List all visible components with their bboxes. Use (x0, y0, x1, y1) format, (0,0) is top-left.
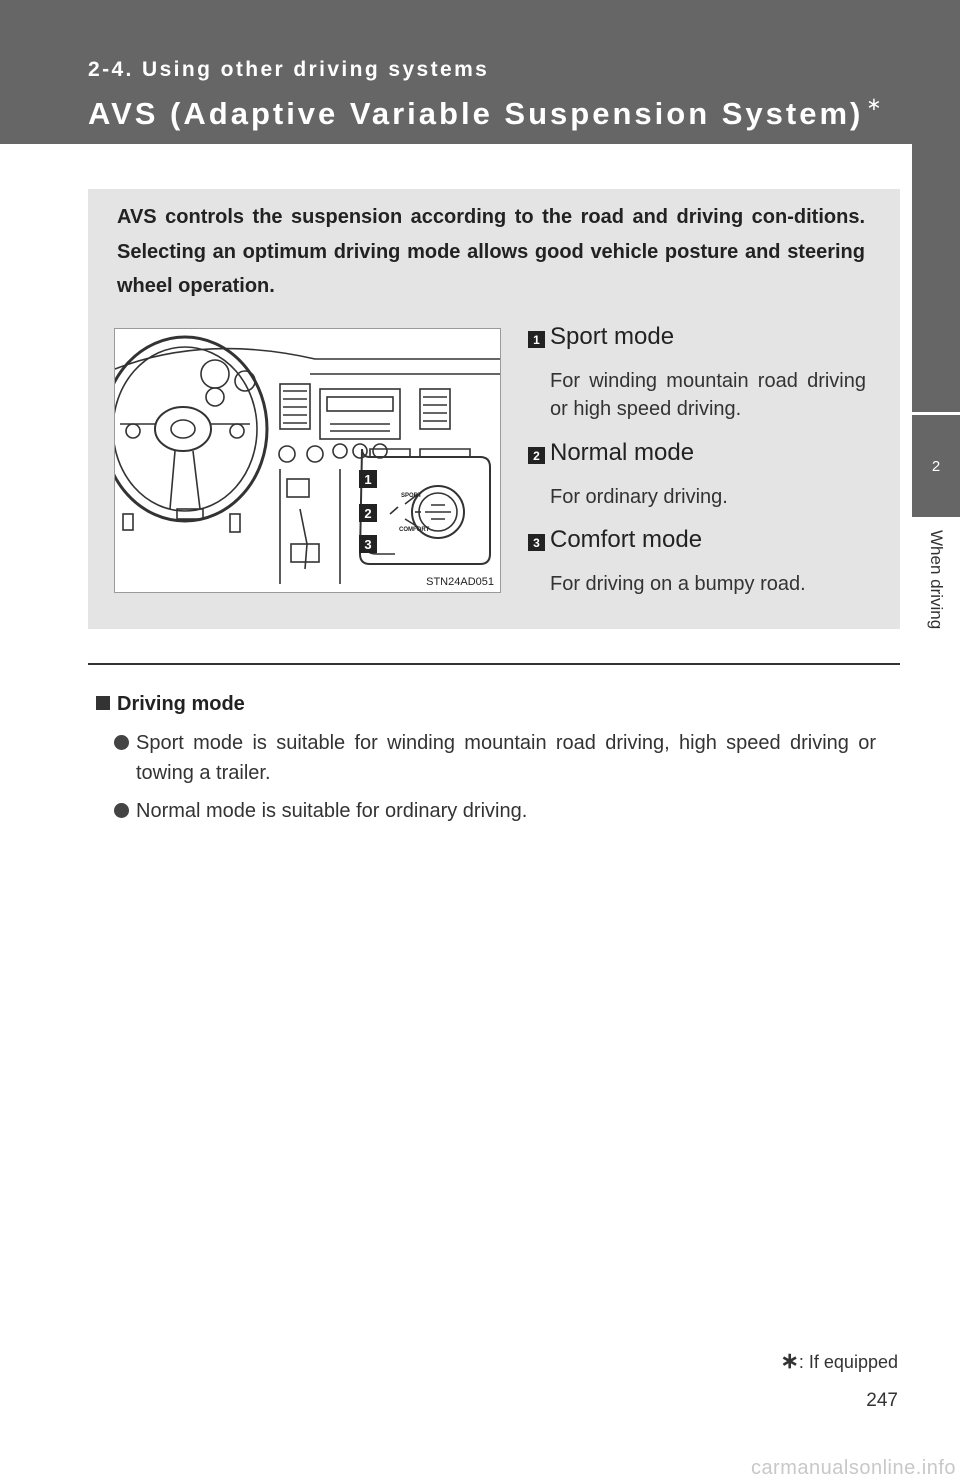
watermark: carmanualsonline.info (750, 1457, 956, 1479)
callout-3: 3 (364, 537, 372, 552)
chapter-number-tab: 2 (912, 415, 960, 517)
mode-number-3: 3 (528, 534, 545, 551)
mode-title: Normal mode (550, 439, 695, 466)
mode-number-1: 1 (528, 331, 545, 348)
section-label: 2-4. Using other driving systems (88, 58, 490, 81)
note-text: Sport mode is suitable for winding mountain road driving, high speed driving or towing a trailer. (136, 732, 876, 784)
mode-description: For winding mountain road driving or high speed driving. (550, 370, 866, 420)
page-title-text: AVS (Adaptive Variable Suspension System) (88, 96, 864, 131)
mode-title: Sport mode (550, 323, 675, 350)
notes-heading-text: Driving mode (117, 693, 245, 715)
chapter-name: When driving (927, 530, 946, 630)
callout-1: 1 (364, 472, 372, 487)
bullet-dot-icon (114, 803, 129, 818)
page-header (0, 0, 960, 144)
asterisk-icon: ∗ (780, 1348, 799, 1373)
square-bullet-icon (96, 696, 110, 710)
mode-description: For ordinary driving. (550, 486, 728, 508)
if-equipped-mark: ∗ (866, 94, 885, 114)
note-bullet (114, 728, 876, 788)
chapter-tab-upper (912, 144, 960, 412)
section-divider (88, 663, 900, 665)
mode-title: Comfort mode (550, 526, 703, 553)
mode-description: For driving on a bumpy road. (550, 573, 806, 595)
dashboard-illustration (114, 328, 501, 593)
notes-heading (96, 693, 245, 716)
intro-text: AVS controls the suspension according to the road and driving con-ditions. Selecting an optimum driving mode allows good vehicle posture and steering wheel operation. (117, 206, 865, 297)
dial-label-sport: SPORT (401, 493, 422, 499)
bullet-dot-icon (114, 735, 129, 750)
mode-number-2: 2 (528, 447, 545, 464)
dial-label-comfort: COMFORT (399, 527, 430, 533)
dashboard-drawing (115, 329, 500, 592)
note-text: Normal mode is suitable for ordinary driving. (136, 800, 528, 822)
callout-2: 2 (364, 506, 372, 521)
footnote (780, 1348, 898, 1374)
note-bullet (114, 796, 876, 826)
page-number: 247 (866, 1390, 898, 1411)
footnote-text: : If equipped (798, 1352, 898, 1372)
figure-code: STN24AD051 (426, 576, 494, 588)
page-title (88, 94, 884, 132)
